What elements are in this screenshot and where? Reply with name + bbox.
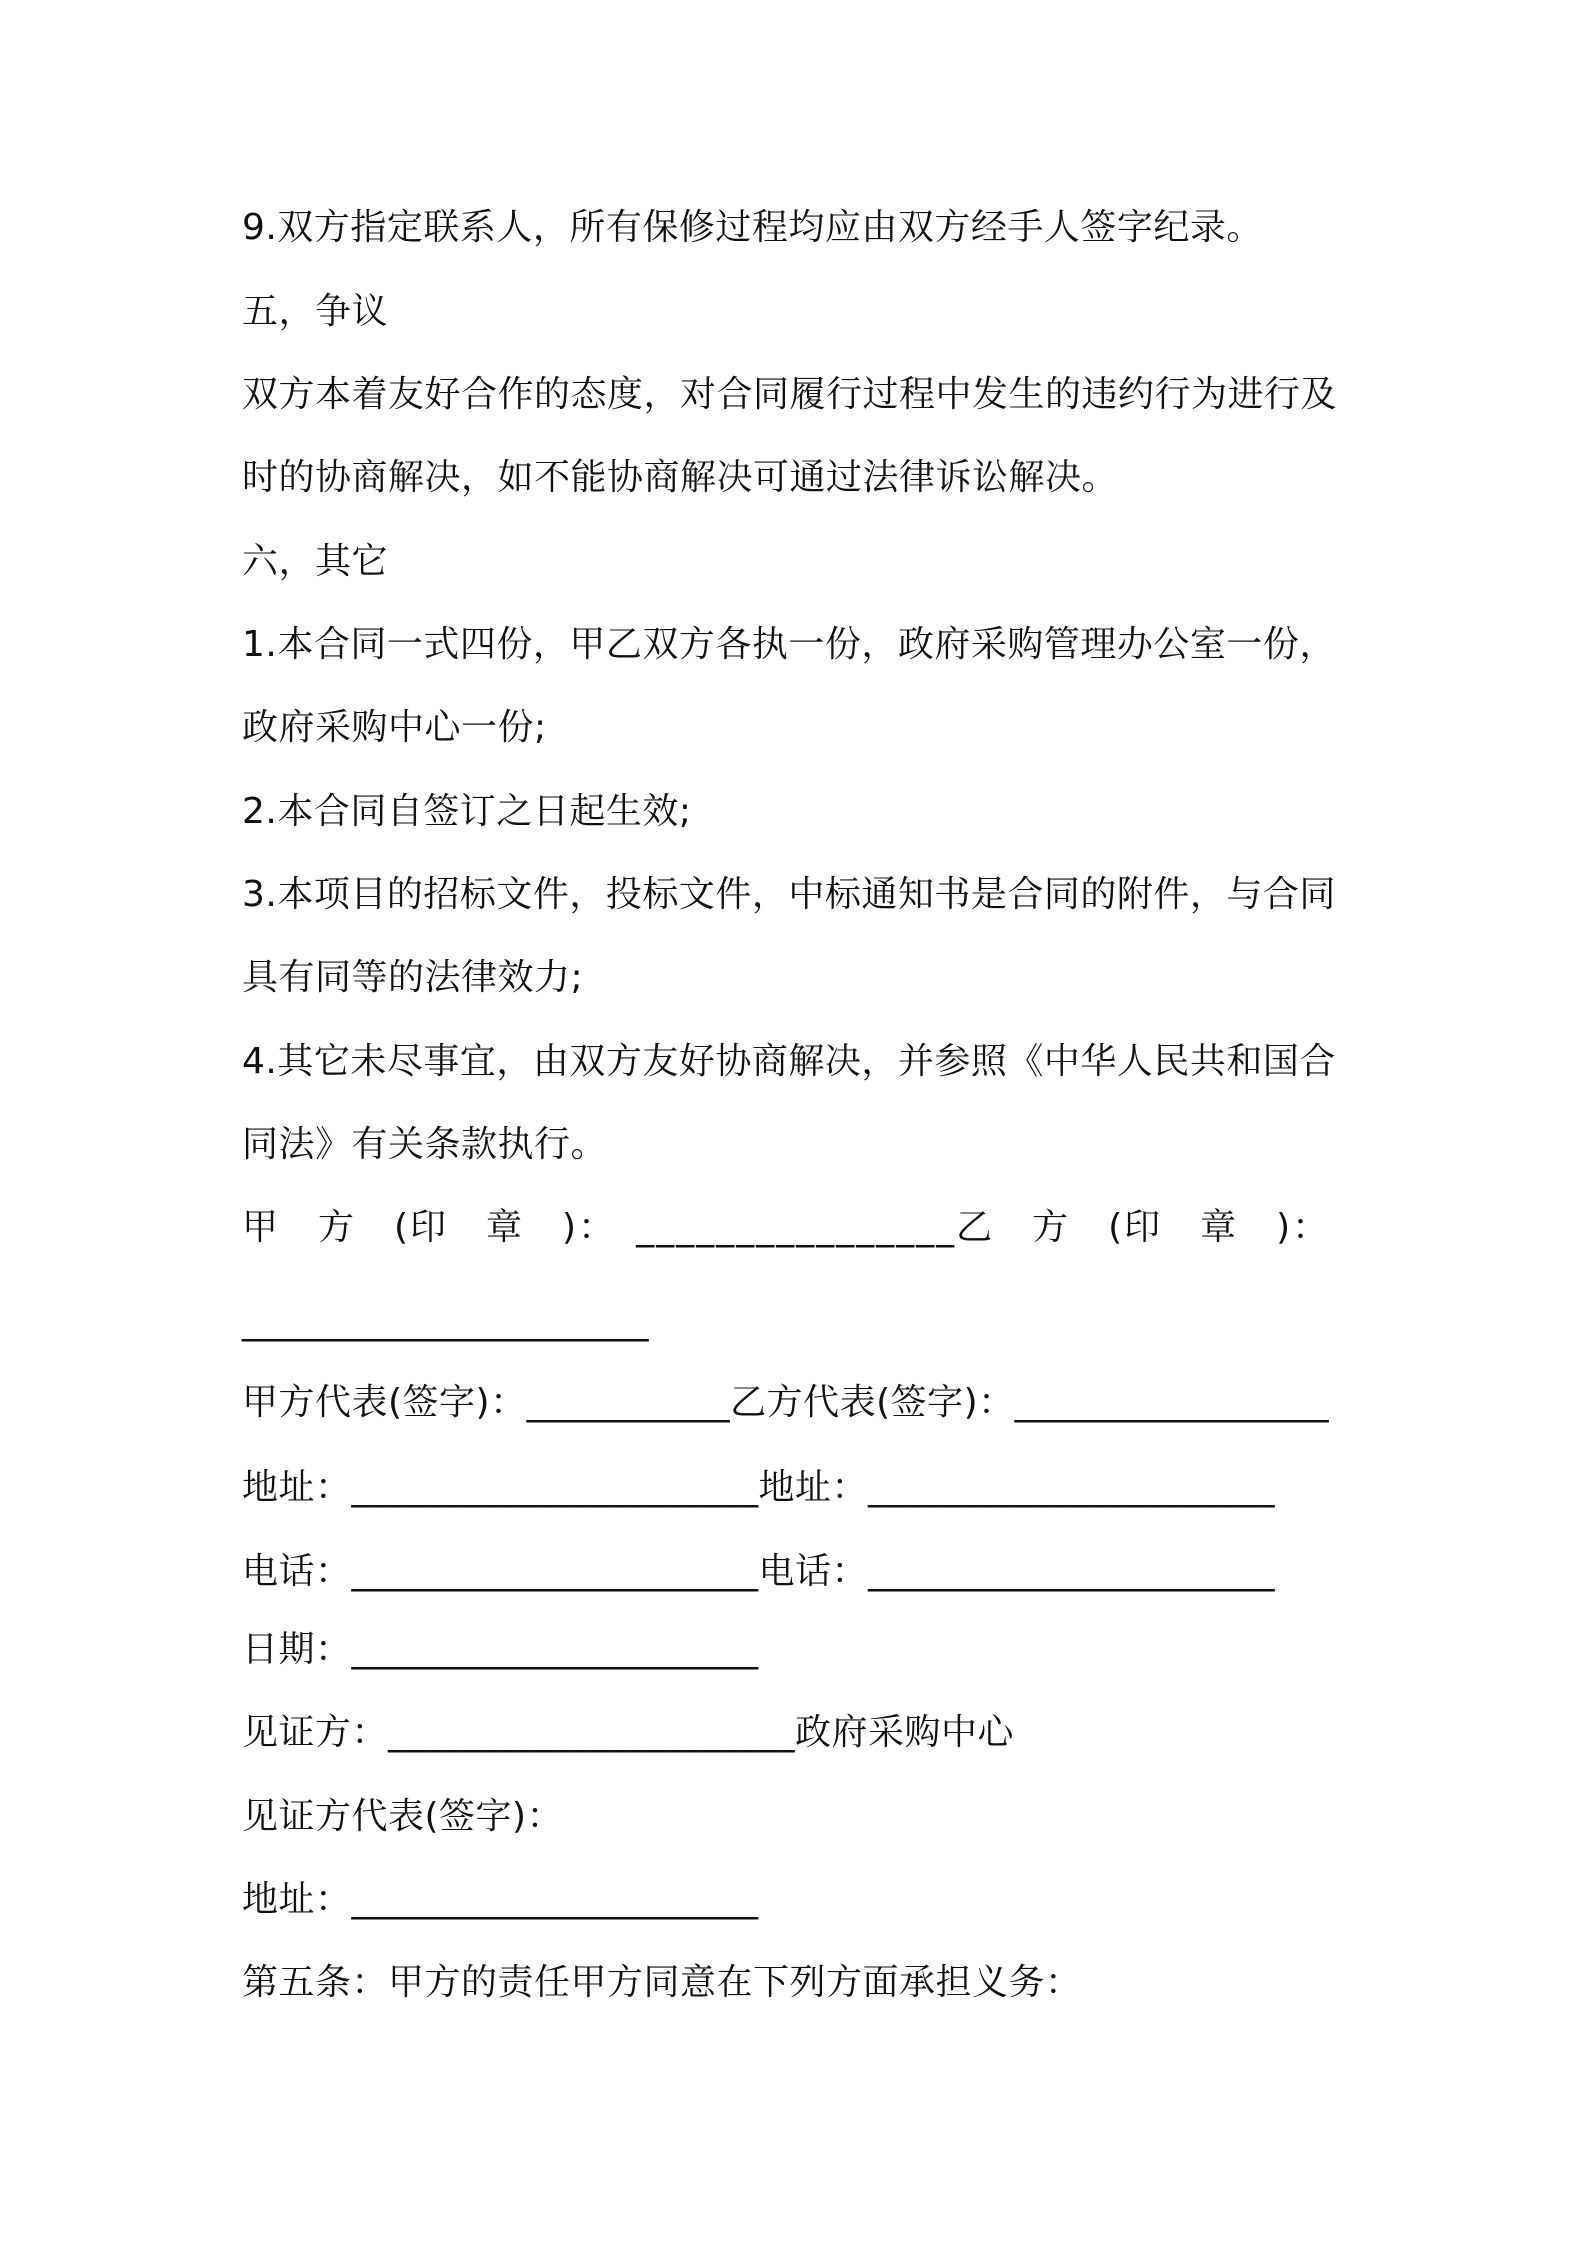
date-line: 日期：______________________ — [242, 1629, 759, 1670]
party-seal-line: 甲 方 (印 章 )： ________________乙 方 (印 章 )： — [242, 1207, 1331, 1248]
other-item-1-line-2: 政府采购中心一份; — [242, 707, 547, 748]
article-5-line: 第五条：甲方的责任甲方同意在下列方面承担义务： — [242, 1962, 1082, 2003]
witness-address-line: 地址：______________________ — [242, 1879, 759, 1920]
witness-representative-line: 见证方代表(签字)： — [242, 1796, 564, 1837]
dispute-text-line-1: 双方本着友好合作的态度，对合同履行过程中发生的违约行为进行及 — [242, 374, 1338, 415]
other-item-3-line-1: 3.本项目的招标文件，投标文件，中标通知书是合同的附件，与合同 — [242, 874, 1336, 915]
other-item-4-line-1: 4.其它未尽事宜，由双方友好协商解决，并参照《中华人民共和国合 — [242, 1041, 1336, 1082]
clause-9-line: 9.双方指定联系人，所有保修过程均应由双方经手人签字纪录。 — [242, 207, 1263, 248]
representative-signature-line: 甲方代表(签字)：___________乙方代表(签字)：_________________ — [242, 1382, 1330, 1423]
dispute-text-line-2: 时的协商解决，如不能协商解决可通过法律诉讼解决。 — [242, 457, 1119, 498]
other-item-1-line-1: 1.本合同一式四份，甲乙双方各执一份，政府采购管理办公室一份， — [242, 624, 1336, 665]
party-seal-blank-line: ______________________ — [242, 1301, 649, 1342]
section-5-heading: 五，争议 — [242, 291, 389, 332]
address-line: 地址：______________________地址：______________________ — [242, 1467, 1276, 1508]
other-item-2-line: 2.本合同自签订之日起生效; — [242, 791, 692, 832]
document-page — [242, 0, 1362, 2244]
phone-line: 电话：______________________电话：______________________ — [242, 1551, 1276, 1592]
other-item-4-line-2: 同法》有关条款执行。 — [242, 1124, 608, 1165]
other-item-3-line-2: 具有同等的法律效力; — [242, 957, 584, 998]
witness-line: 见证方：______________________政府采购中心 — [242, 1712, 1015, 1753]
section-6-heading: 六，其它 — [242, 541, 389, 582]
